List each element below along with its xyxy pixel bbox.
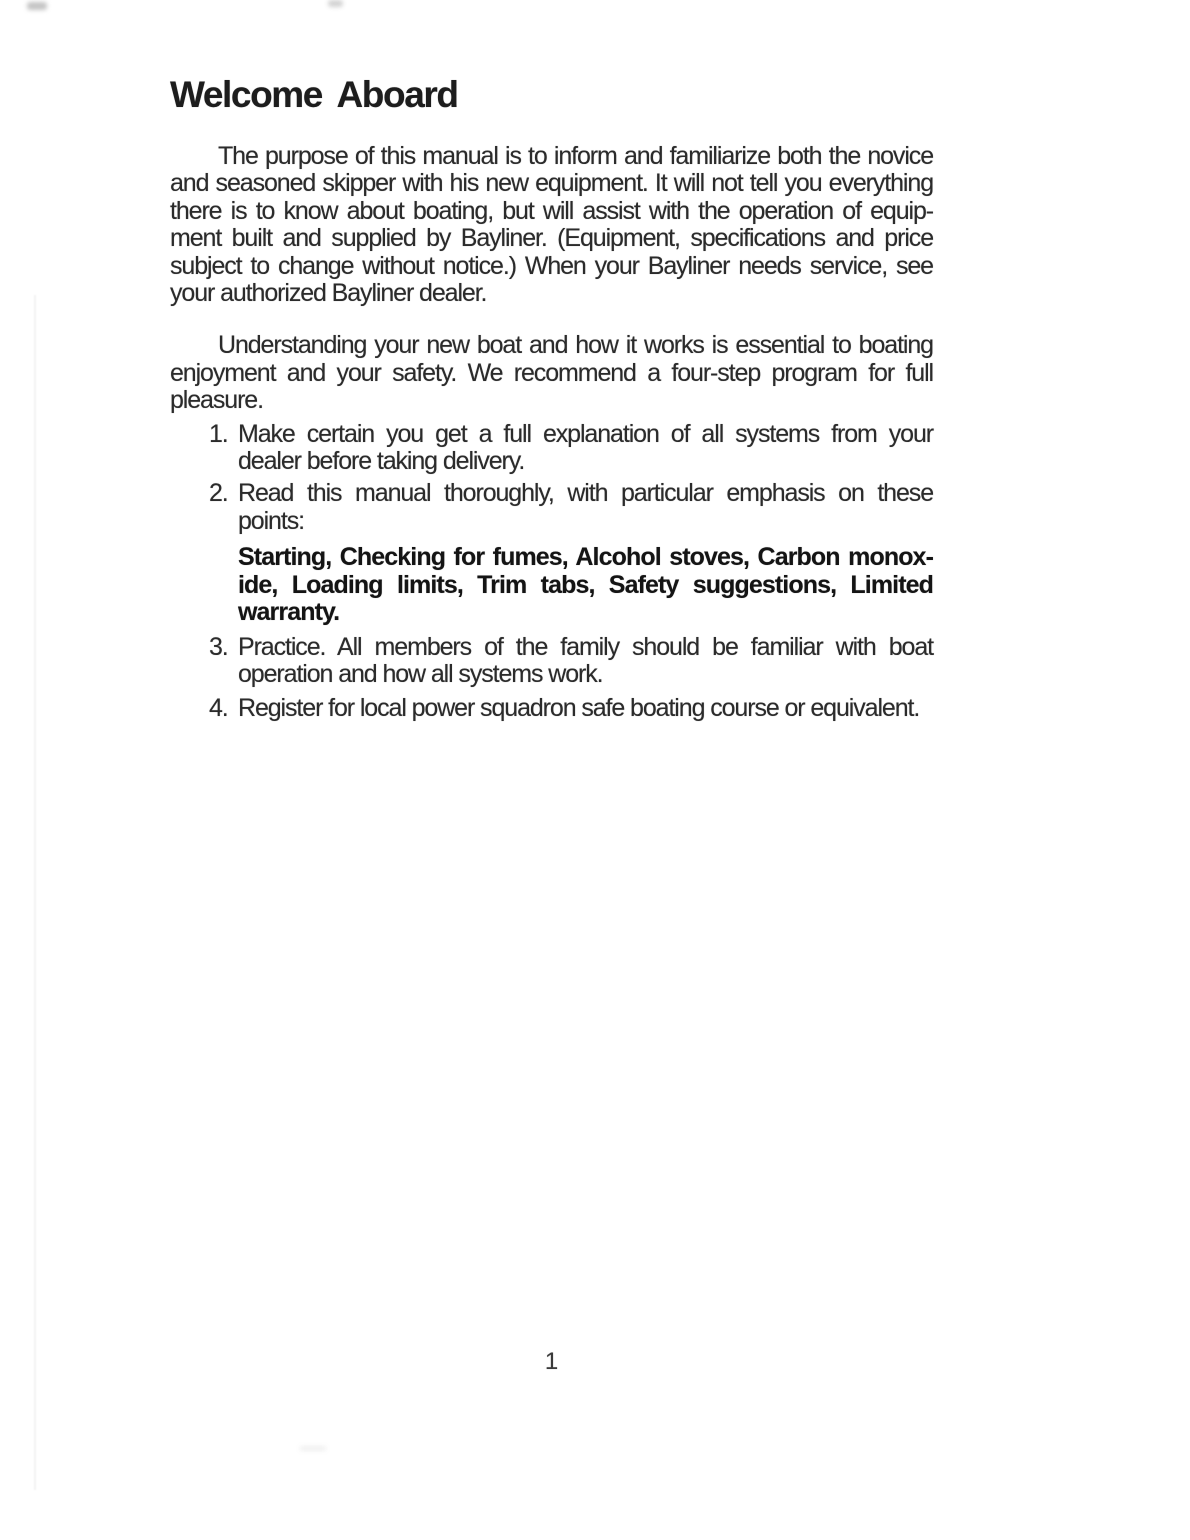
scan-artifact-smudge bbox=[27, 2, 47, 10]
list-item bbox=[170, 421, 933, 476]
text-line: enjoyment and your safety. We recommend a four-step program for full bbox=[170, 358, 933, 387]
list-item-number: 2. bbox=[209, 479, 228, 508]
text-line: Understanding your new boat and how it works is essential to boating bbox=[218, 331, 933, 360]
text-line: Practice. All members of the family should be familiar with boat bbox=[238, 632, 933, 661]
list-item-number: 4. bbox=[209, 694, 228, 723]
list-item-number: 1. bbox=[209, 419, 228, 448]
text-line: The purpose of this manual is to inform and familiarize both the novice bbox=[218, 142, 933, 170]
list-item bbox=[170, 480, 933, 535]
text-line: subject to change without notice.) When your Bayliner needs service, see bbox=[170, 251, 933, 280]
text-line: there is to know about boating, but will assist with the operation of equip- bbox=[170, 196, 933, 225]
page-title: Welcome Aboard bbox=[170, 74, 458, 115]
text-line: Make certain you get a full explanation of all systems from your bbox=[238, 419, 933, 448]
scan-artifact-streak bbox=[34, 295, 36, 1490]
list-item-text bbox=[238, 634, 933, 689]
text-line: your authorized Bayliner dealer. bbox=[170, 279, 487, 308]
list-item bbox=[170, 634, 933, 689]
text-line: dealer before taking delivery. bbox=[238, 447, 525, 476]
list-item-text bbox=[238, 421, 933, 476]
text-line: and seasoned skipper with his new equipment. It will not tell you everything bbox=[170, 169, 933, 198]
list-item-text bbox=[238, 695, 933, 722]
emphasis-paragraph bbox=[238, 544, 933, 626]
text-line: ment built and supplied by Bayliner. (Equipment, specifications and price bbox=[170, 224, 933, 253]
list-item-number: 3. bbox=[209, 632, 228, 661]
list-item bbox=[170, 695, 933, 722]
text-line: Read this manual thoroughly, with particular emphasis on these bbox=[238, 479, 933, 508]
text-line: operation and how all systems work. bbox=[238, 659, 603, 688]
page-number: 1 bbox=[544, 1348, 559, 1375]
intro-paragraph bbox=[170, 143, 933, 307]
text-line: points: bbox=[238, 506, 304, 535]
text-line: warranty. bbox=[238, 598, 340, 627]
text-line: ide, Loading limits, Trim tabs, Safety suggestions, Limited bbox=[238, 570, 933, 599]
scan-artifact-smudge bbox=[328, 0, 343, 7]
four-step-paragraph bbox=[170, 332, 933, 414]
text-line: pleasure. bbox=[170, 386, 263, 415]
list-item-text bbox=[238, 480, 933, 535]
page-content bbox=[170, 72, 933, 723]
text-line: Register for local power squadron safe boating course or equivalent. bbox=[238, 694, 920, 723]
scan-artifact-speck bbox=[300, 1446, 326, 1451]
text-line: Starting, Checking for fumes, Alcohol stoves, Carbon monox- bbox=[238, 543, 933, 572]
